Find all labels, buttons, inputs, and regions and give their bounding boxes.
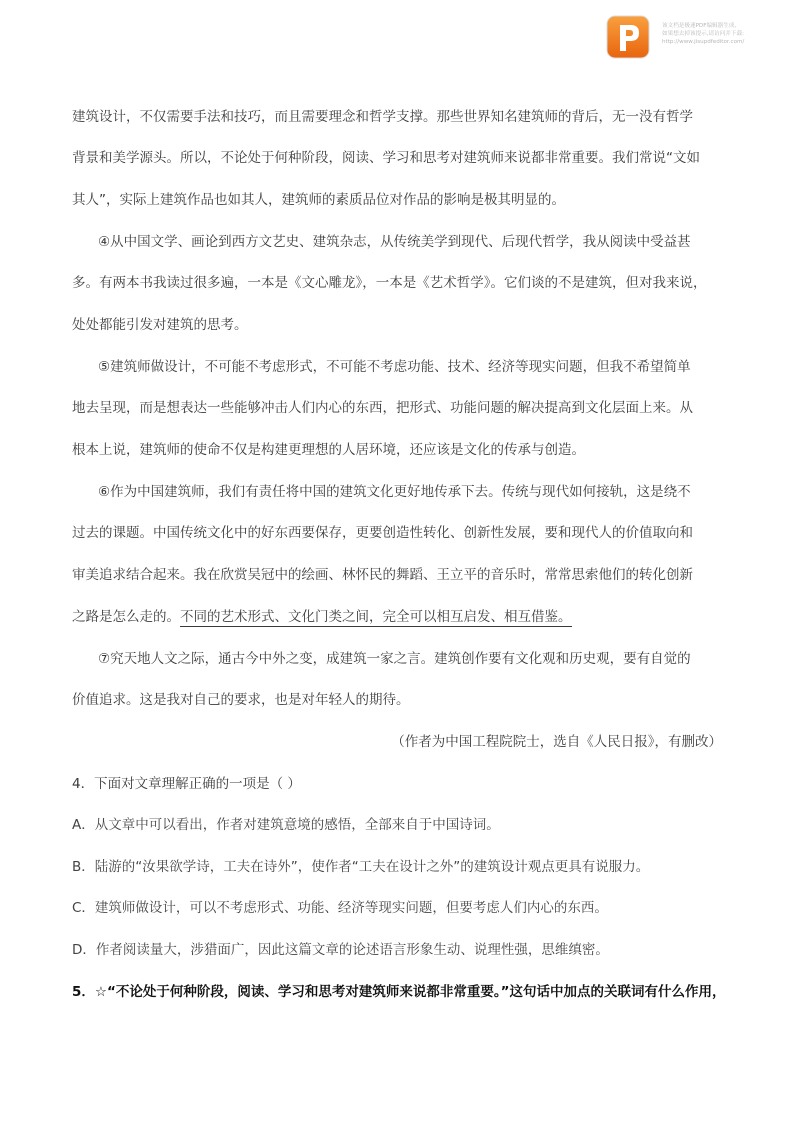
paragraph-text: 之路是怎么走的。 xyxy=(72,609,180,625)
watermark-text xyxy=(662,22,788,46)
paragraph-line: 地去呈现，而是想表达一些能够冲击人们内心的东西，把形式、功能问题的解决提高到文化层面上来。从 xyxy=(72,400,693,416)
paragraph-line: ⑦究天地人文之际，通古今中外之变，成建筑一家之言。建筑创作要有文化观和历史观，要有自觉的 xyxy=(98,651,691,667)
paragraph-line: ⑥作为中国建筑师，我们有责任将中国的建筑文化更好地传承下去。传统与现代如何接轨，这是绕不 xyxy=(98,484,691,500)
paragraph-line: ④从中国文学、画论到西方文艺史、建筑杂志，从传统美学到现代、后现代哲学，我从阅读中受益甚 xyxy=(98,234,691,250)
paragraph-line: 审美追求结合起来。我在欣赏吴冠中的绘画、林怀民的舞蹈、王立平的音乐时，常常思索他们的转化创新 xyxy=(72,567,693,583)
paragraph-line: ⑤建筑师做设计，不可能不考虑形式，不可能不考虑功能、技术、经济等现实问题，但我不希望简单 xyxy=(98,359,691,375)
underlined-sentence: 不同的艺术形式、文化门类之间，完全可以相互启发、相互借鉴。 xyxy=(180,609,572,625)
watermark-line: 该文档是极速PDF编辑器生成, xyxy=(662,23,737,29)
watermark-link[interactable]: http://www.jisupdfeditor.com/ xyxy=(662,39,745,45)
paragraph-line: 多。有两本书我读过很多遍，一本是《文心雕龙》，一本是《艺术哲学》。它们谈的不是建筑，但对我来说， xyxy=(72,275,707,291)
paragraph-line: 其人”，实际上建筑作品也如其人，建筑师的素质品位对作品的影响是极其明显的。 xyxy=(72,192,565,208)
question-stem: 5．☆“不论处于何种阶段，阅读、学习和思考对建筑师来说都非常重要。”这句话中加点的关联词有什么作用， xyxy=(72,984,726,1000)
paragraph-line: 处处都能引发对建筑的思考。 xyxy=(72,317,248,333)
option-d: D．作者阅读量大，涉猎面广，因此这篇文章的论述语言形象生动、说理性强，思维缜密。 xyxy=(72,942,609,958)
paragraph-line: 建筑设计，不仅需要手法和技巧，而且需要理念和哲学支撑。那些世界知名建筑师的背后，无一没有哲学 xyxy=(72,109,693,125)
paragraph-line: 背景和美学源头。所以，不论处于何种阶段，阅读、学习和思考对建筑师来说都非常重要。我们常说“文如 xyxy=(72,150,700,166)
paragraph-line: 根本上说，建筑师的使命不仅是构建更理想的人居环境，还应该是文化的传承与创造。 xyxy=(72,442,585,458)
option-b: B．陆游的“汝果欲学诗，工夫在诗外”，使作者“工夫在设计之外”的建筑设计观点更具有说服力。 xyxy=(72,859,650,875)
option-a: A．从文章中可以看出，作者对建筑意境的感悟，全部来自于中国诗词。 xyxy=(72,817,500,833)
question-stem: 4．下面对文章理解正确的一项是（ ） xyxy=(72,776,301,792)
paragraph-line: 过去的课题。中国传统文化中的好东西要保存，更要创造性转化、创新性发展，要和现代人的价值取向和 xyxy=(72,525,693,541)
pdf-editor-p-logo-icon xyxy=(606,15,650,59)
watermark-line: 如果想去掉该提示,请访问并下载: xyxy=(662,31,744,37)
paragraph-line xyxy=(72,608,572,626)
source-note: （作者为中国工程院院士，选自《人民日报》，有删改） xyxy=(391,734,722,750)
option-c: C．建筑师做设计，可以不考虑形式、功能、经济等现实问题，但要考虑人们内心的东西。 xyxy=(72,900,608,916)
paragraph-line: 价值追求。这是我对自己的要求，也是对年轻人的期待。 xyxy=(72,692,410,708)
